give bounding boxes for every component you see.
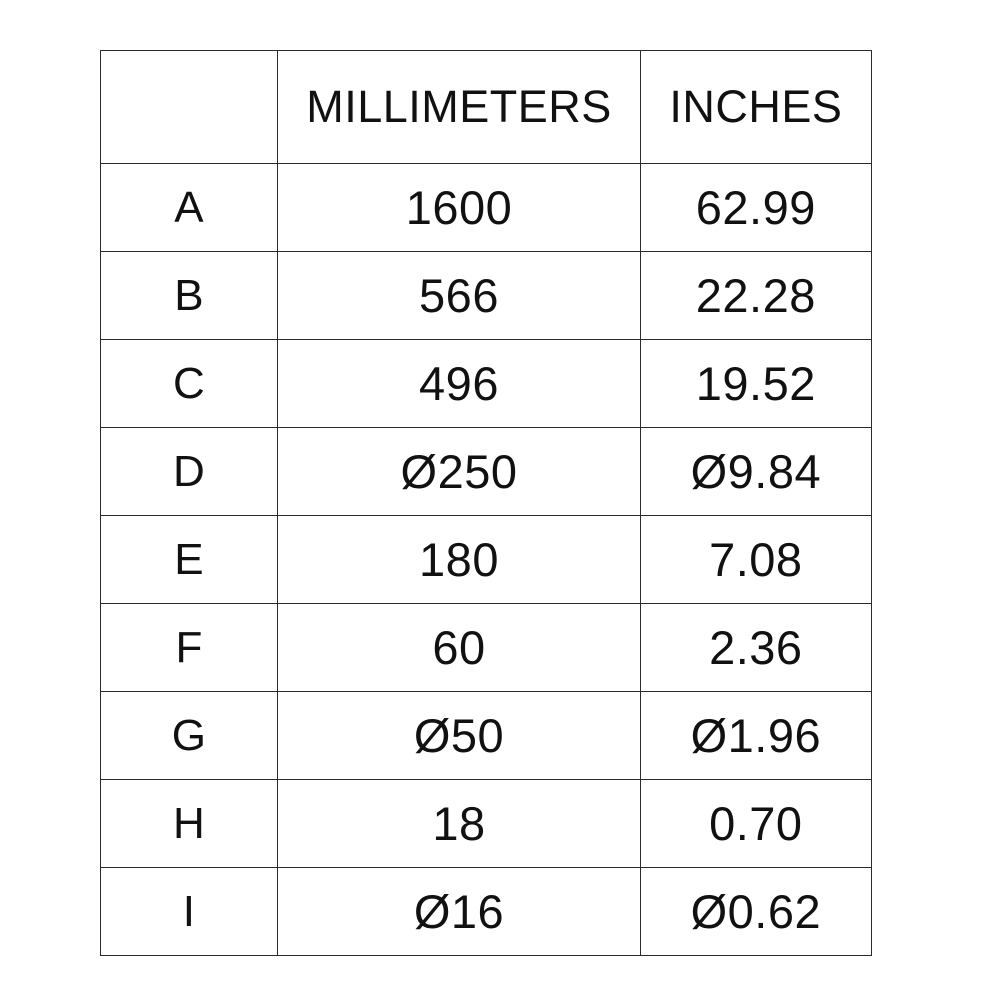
table-row: [101, 340, 872, 428]
table-row: [101, 428, 872, 516]
row-label: D: [101, 428, 278, 516]
row-millimeters-value: Ø16: [278, 868, 640, 956]
header-corner-cell: [101, 51, 278, 164]
row-label: A: [101, 164, 278, 252]
table-row: [101, 780, 872, 868]
table-row: [101, 252, 872, 340]
row-inches-value: 2.36: [640, 604, 871, 692]
row-label: G: [101, 692, 278, 780]
row-inches-value: Ø1.96: [640, 692, 871, 780]
row-millimeters-value: 18: [278, 780, 640, 868]
header-inches: INCHES: [640, 51, 871, 164]
table-row: [101, 516, 872, 604]
table-body: [101, 164, 872, 956]
dimension-table: [100, 50, 872, 956]
row-millimeters-value: 180: [278, 516, 640, 604]
row-inches-value: Ø0.62: [640, 868, 871, 956]
row-millimeters-value: Ø250: [278, 428, 640, 516]
row-millimeters-value: 60: [278, 604, 640, 692]
row-label: C: [101, 340, 278, 428]
table-header: [101, 51, 872, 164]
header-row: [101, 51, 872, 164]
row-label: H: [101, 780, 278, 868]
row-label: I: [101, 868, 278, 956]
row-millimeters-value: 566: [278, 252, 640, 340]
row-inches-value: 62.99: [640, 164, 871, 252]
row-label: F: [101, 604, 278, 692]
row-millimeters-value: 1600: [278, 164, 640, 252]
row-millimeters-value: Ø50: [278, 692, 640, 780]
row-millimeters-value: 496: [278, 340, 640, 428]
row-inches-value: Ø9.84: [640, 428, 871, 516]
row-inches-value: 7.08: [640, 516, 871, 604]
dimension-table-container: [100, 50, 872, 948]
row-inches-value: 19.52: [640, 340, 871, 428]
header-millimeters: MILLIMETERS: [278, 51, 640, 164]
table-row: [101, 164, 872, 252]
table-row: [101, 868, 872, 956]
row-label: B: [101, 252, 278, 340]
row-label: E: [101, 516, 278, 604]
table-row: [101, 692, 872, 780]
row-inches-value: 22.28: [640, 252, 871, 340]
table-row: [101, 604, 872, 692]
row-inches-value: 0.70: [640, 780, 871, 868]
